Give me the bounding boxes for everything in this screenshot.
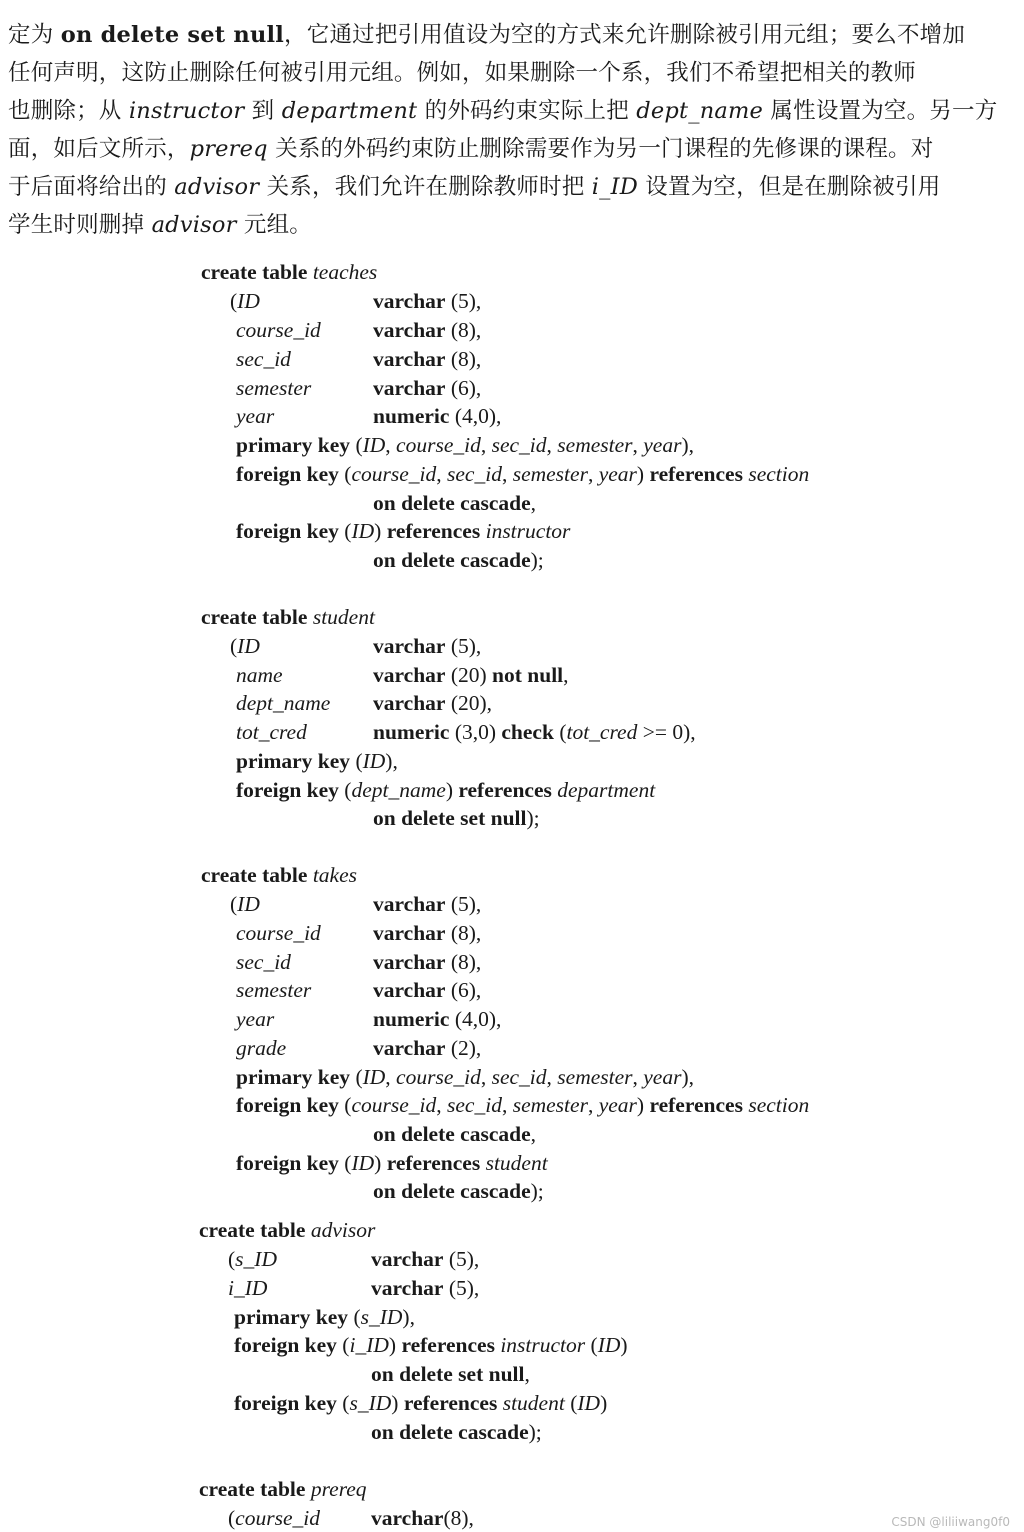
text-run: , (530, 491, 537, 515)
text-run: 到 (244, 98, 282, 124)
text-run: , (546, 433, 558, 457)
identifier-text: ID (237, 289, 260, 313)
column-type (373, 1034, 481, 1062)
text-run: 面，如后文所示， (8, 136, 190, 162)
text-run: , (501, 462, 513, 486)
keyword-text: varchar (373, 347, 446, 371)
code-line (236, 374, 311, 402)
keyword-text: on delete cascade (373, 1122, 531, 1146)
column-type (373, 402, 501, 430)
identifier-text: s_ID (235, 1247, 277, 1271)
text-run: , (501, 1093, 513, 1117)
keyword-text: create table (199, 1218, 306, 1242)
keyword-text: foreign key (236, 1093, 339, 1117)
code-line (236, 345, 291, 373)
identifier-text: course_id (351, 462, 437, 486)
keyword-text: references (386, 1151, 481, 1175)
identifier-text: s_ID (360, 1305, 403, 1329)
identifier-text: ID (351, 519, 375, 543)
text-run: (8), (445, 318, 482, 342)
identifier-text: teaches (312, 260, 378, 284)
identifier-text: instructor (500, 1333, 586, 1357)
text-run: ( (338, 519, 352, 543)
column-type (371, 1245, 479, 1273)
text-run: ，它通过把引用值设为空的方式来允许删除被引用元组；要么不增加 (284, 22, 966, 48)
keyword-text: references (649, 462, 743, 486)
identifier-text: course_id (236, 921, 321, 945)
text-run: 的外码约束实际上把 (417, 98, 637, 124)
identifier-text: instructor (128, 98, 245, 124)
text-run: 学生时则删掉 (8, 212, 152, 238)
keyword-text: varchar (373, 1036, 446, 1060)
text-run: 关系，我们允许在删除教师时把 (259, 174, 592, 200)
text-run: ( (230, 634, 238, 658)
identifier-text: dept_name (351, 778, 446, 802)
identifier-text: year (236, 1007, 275, 1031)
keyword-text: foreign key (236, 1151, 339, 1175)
column-type (373, 316, 481, 344)
keyword-text: varchar (371, 1276, 444, 1300)
text-run: ); (530, 1179, 544, 1203)
code-line (373, 546, 544, 574)
identifier-text: year (236, 404, 275, 428)
identifier-text: ID (351, 1151, 375, 1175)
code-line (236, 431, 694, 459)
identifier-text: advisor (174, 174, 260, 200)
code-line (236, 517, 570, 545)
keyword-text: varchar (371, 1506, 444, 1530)
code-line (230, 287, 260, 315)
identifier-text: semester (512, 462, 588, 486)
text-run: , (480, 433, 492, 457)
text-run: (5), (443, 1276, 480, 1300)
identifier-text: student (502, 1391, 565, 1415)
code-line (236, 1005, 274, 1033)
keyword-text: primary key (236, 1065, 351, 1089)
text-run: ) (374, 1151, 387, 1175)
identifier-text: year (643, 433, 682, 457)
keyword-text: primary key (234, 1305, 349, 1329)
text-run: (8), (445, 950, 482, 974)
text-run: ( (338, 1151, 352, 1175)
text-run: (6), (445, 978, 482, 1002)
identifier-text: sec_id (447, 1093, 502, 1117)
text-run: ) (636, 1093, 650, 1117)
text-run: ( (348, 1305, 361, 1329)
keyword-text: foreign key (236, 462, 339, 486)
identifier-text: ID (362, 433, 386, 457)
text-run: ( (350, 433, 363, 457)
text-run: 任何声明，这防止删除任何被引用元组。例如，如果删除一个系，我们不希望把相关的教师 (8, 60, 917, 86)
text-run: (5), (443, 1247, 480, 1271)
text-run: , (530, 1122, 537, 1146)
code-line (236, 689, 330, 717)
identifier-text: instructor (485, 519, 571, 543)
column-type (373, 976, 481, 1004)
keyword-text: varchar (373, 921, 446, 945)
keyword-text: create table (201, 260, 308, 284)
column-type (373, 890, 481, 918)
text-run: (6), (445, 376, 482, 400)
text-run: , (587, 462, 599, 486)
code-line (373, 489, 536, 517)
column-type (373, 1005, 501, 1033)
identifier-text: sec_id (236, 950, 291, 974)
keyword-text: references (458, 778, 552, 802)
identifier-text: year (598, 1093, 637, 1117)
text-run: (5), (445, 892, 482, 916)
code-line (234, 1303, 415, 1331)
code-line (373, 1120, 536, 1148)
text-run: ), (385, 749, 398, 773)
code-line (236, 460, 809, 488)
code-line (236, 1091, 809, 1119)
identifier-text: tot_cred (236, 720, 307, 744)
keyword-text: numeric (373, 720, 450, 744)
column-type (373, 689, 492, 717)
code-line (236, 718, 307, 746)
identifier-text: course_id (396, 1065, 481, 1089)
keyword-text: primary key (236, 433, 351, 457)
text-run: ( (338, 778, 352, 802)
keyword-text: foreign key (234, 1333, 337, 1357)
identifier-text: tot_cred (566, 720, 638, 744)
text-run: ); (526, 806, 540, 830)
keyword-text: foreign key (234, 1391, 337, 1415)
identifier-text: s_ID (349, 1391, 392, 1415)
text-run: ( (230, 289, 238, 313)
keyword-text: varchar (373, 691, 446, 715)
identifier-text: ID (237, 634, 260, 658)
text-run: 定为 (8, 22, 61, 48)
text-run: , (524, 1362, 530, 1386)
text-run: (4,0), (449, 404, 502, 428)
keyword-text: on delete set null (373, 806, 527, 830)
text-run: ( (350, 749, 363, 773)
identifier-text: sec_id (491, 1065, 547, 1089)
keyword-text: on delete set null (371, 1362, 525, 1386)
keyword-text: on delete cascade (371, 1420, 529, 1444)
code-line (236, 316, 321, 344)
code-line (228, 1245, 277, 1273)
identifier-text: takes (312, 863, 358, 887)
identifier-text: prereq (189, 136, 268, 162)
column-type (373, 948, 481, 976)
identifier-text: course_id (236, 318, 321, 342)
code-line (236, 1034, 286, 1062)
text-run: ( (228, 1247, 236, 1271)
text-run: ), (681, 433, 695, 457)
text-run: ( (230, 892, 238, 916)
keyword-text: varchar (373, 376, 446, 400)
identifier-text: ID (237, 892, 260, 916)
keyword-text: check (501, 720, 554, 744)
text-run: >= 0), (637, 720, 696, 744)
code-line (236, 1149, 548, 1177)
identifier-text: ID (362, 1065, 386, 1089)
keyword-text: varchar (373, 289, 446, 313)
keyword-text: on delete cascade (373, 491, 531, 515)
keyword-text: numeric (373, 404, 450, 428)
identifier-text: year (643, 1065, 682, 1089)
identifier-text: name (236, 663, 283, 687)
code-line (236, 919, 321, 947)
keyword-text: varchar (371, 1247, 444, 1271)
text-run: (8), (443, 1506, 474, 1530)
text-run: ), (402, 1305, 415, 1329)
keyword-text: foreign key (236, 519, 339, 543)
code-line (236, 661, 283, 689)
keyword-text: create table (199, 1477, 306, 1501)
text-run: ) (374, 519, 387, 543)
text-run: (2), (445, 1036, 482, 1060)
column-type (373, 919, 481, 947)
identifier-text: ID (362, 749, 386, 773)
text-run: , (563, 663, 569, 687)
identifier-text: course_id (351, 1093, 437, 1117)
keyword-text: create table (201, 863, 308, 887)
identifier-text: i_ID (349, 1333, 389, 1357)
identifier-text: student (312, 605, 375, 629)
identifier-text: sec_id (236, 347, 291, 371)
text-run: , (480, 1065, 492, 1089)
csdn-watermark: CSDN @liliiwang0f0 (891, 1515, 1010, 1529)
identifier-text: ID (577, 1391, 601, 1415)
text-run: ( (553, 720, 567, 744)
identifier-text: dept_name (636, 98, 764, 124)
code-line (230, 632, 260, 660)
identifier-text: semester (512, 1093, 588, 1117)
text-run: ) (600, 1391, 608, 1415)
code-line (201, 861, 357, 889)
text-run: 元组。 (236, 212, 312, 238)
text-run: ( (336, 1333, 350, 1357)
identifier-text: sec_id (491, 433, 547, 457)
text-run: (20), (445, 691, 493, 715)
code-line (236, 776, 655, 804)
keyword-text: references (401, 1333, 495, 1357)
identifier-text: semester (557, 433, 633, 457)
keyword-text: varchar (373, 950, 446, 974)
identifier-text: semester (557, 1065, 633, 1089)
text-run: (3,0) (449, 720, 502, 744)
text-run: ) (391, 1391, 404, 1415)
text-run: , (587, 1093, 599, 1117)
text-run: , (632, 433, 644, 457)
keyword-text: foreign key (236, 778, 339, 802)
text-run: ( (585, 1333, 598, 1357)
code-line (373, 1177, 544, 1205)
text-run: (5), (445, 289, 482, 313)
column-type (373, 374, 481, 402)
keyword-text: on delete cascade (373, 1179, 531, 1203)
text-run: ), (681, 1065, 695, 1089)
text-run: ) (445, 778, 459, 802)
text-run: , (632, 1065, 644, 1089)
code-line (228, 1274, 267, 1302)
text-run: ( (338, 1093, 352, 1117)
keyword-text: create table (201, 605, 308, 629)
identifier-text: department (557, 778, 656, 802)
column-type (373, 718, 696, 746)
code-line (228, 1504, 320, 1532)
text-run: (8), (445, 921, 482, 945)
text-run: , (436, 1093, 448, 1117)
text-run: (4,0), (449, 1007, 502, 1031)
code-line (234, 1331, 628, 1359)
keyword-text: varchar (373, 978, 446, 1002)
column-type (373, 661, 569, 689)
text-run: (8), (445, 347, 482, 371)
text-run: ( (336, 1391, 350, 1415)
column-type (373, 345, 481, 373)
identifier-text: section (748, 462, 810, 486)
text-run: , (436, 462, 448, 486)
column-type (373, 632, 481, 660)
identifier-text: advisor (151, 212, 237, 238)
keyword-text: references (403, 1391, 498, 1415)
column-type (371, 1504, 474, 1532)
identifier-text: course_id (235, 1506, 320, 1530)
text-run: , (385, 1065, 397, 1089)
keyword-text: references (386, 519, 481, 543)
text-run: ) (620, 1333, 628, 1357)
keyword-text: primary key (236, 749, 351, 773)
identifier-text: prereq (310, 1477, 367, 1501)
code-line (234, 1389, 607, 1417)
text-run: ( (228, 1506, 236, 1530)
text-run: ) (388, 1333, 402, 1357)
keyword-text: varchar (373, 892, 446, 916)
code-line (199, 1216, 375, 1244)
code-line (373, 804, 540, 832)
text-run: 属性设置为空。另一方 (763, 98, 998, 124)
code-line (230, 890, 260, 918)
keyword-text: numeric (373, 1007, 450, 1031)
identifier-text: grade (236, 1036, 287, 1060)
code-line (236, 747, 398, 775)
code-line (199, 1475, 367, 1503)
text-run: ( (338, 462, 352, 486)
identifier-text: advisor (310, 1218, 376, 1242)
text-run: 也删除；从 (8, 98, 129, 124)
code-line (371, 1360, 530, 1388)
text-run: ); (530, 548, 544, 572)
code-line (201, 258, 377, 286)
identifier-text: course_id (396, 433, 481, 457)
keyword-text: on delete cascade (373, 548, 531, 572)
identifier-text: ID (597, 1333, 621, 1357)
identifier-text: i_ID (591, 174, 638, 200)
keyword-text: on delete set null (60, 22, 285, 48)
text-run: , (385, 433, 397, 457)
text-run: (5), (445, 634, 482, 658)
keyword-text: varchar (373, 634, 446, 658)
code-line (236, 948, 291, 976)
keyword-text: references (649, 1093, 743, 1117)
identifier-text: department (281, 98, 418, 124)
keyword-text: not null (492, 663, 564, 687)
identifier-text: semester (236, 376, 312, 400)
code-line (201, 603, 375, 631)
identifier-text: i_ID (228, 1276, 268, 1300)
keyword-text: varchar (373, 318, 446, 342)
code-line (236, 1063, 694, 1091)
identifier-text: year (598, 462, 637, 486)
text-run: (20) (445, 663, 493, 687)
text-run: ); (528, 1420, 542, 1444)
keyword-text: varchar (373, 663, 446, 687)
identifier-text: section (748, 1093, 810, 1117)
column-type (371, 1274, 479, 1302)
text-run: ( (564, 1391, 578, 1415)
text-run: , (546, 1065, 558, 1089)
identifier-text: semester (236, 978, 312, 1002)
text-run: 设置为空，但是在删除被引用 (637, 174, 941, 200)
text-run: 关系的外码约束防止删除需要作为另一门课程的先修课的课程。对 (267, 136, 934, 162)
text-run: 于后面将给出的 (8, 174, 175, 200)
identifier-text: student (485, 1151, 548, 1175)
code-line (236, 402, 274, 430)
code-line (371, 1418, 542, 1446)
identifier-text: dept_name (236, 691, 331, 715)
text-run: ) (636, 462, 650, 486)
code-line (236, 976, 311, 1004)
text-run: ( (350, 1065, 363, 1089)
identifier-text: sec_id (447, 462, 502, 486)
column-type (373, 287, 481, 315)
